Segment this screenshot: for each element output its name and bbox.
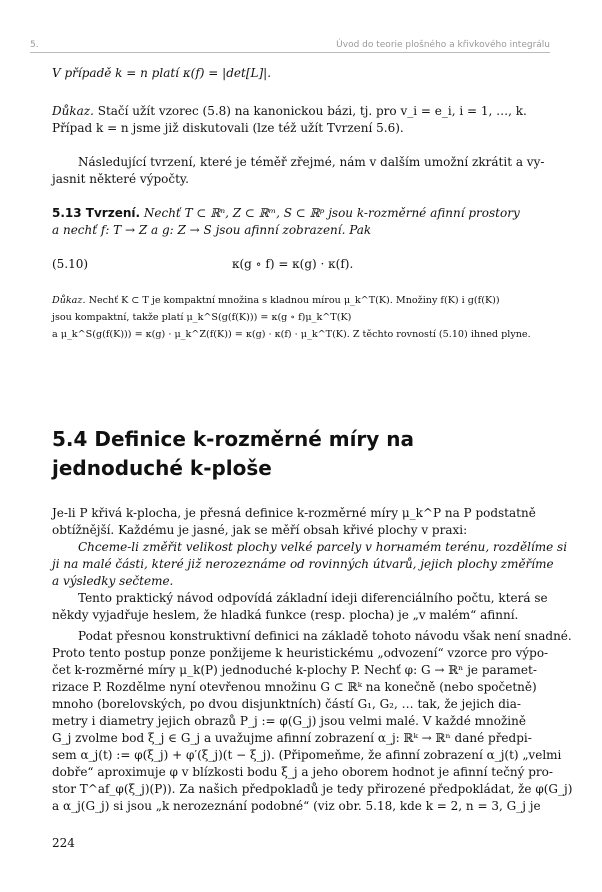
equation-5-10 <box>52 257 552 271</box>
theorem-line-2: a nechť f: T → Z a g: Z → S jsou afinní zobrazení. Pak <box>52 223 372 237</box>
proof-small-line-1 <box>52 294 552 308</box>
quote-line: a výsledky sečteme. <box>52 574 174 588</box>
body-line: obtížnější. Každému je jasné, jak se měří obsah křivé plochy v praxi: <box>52 523 468 537</box>
proof-text: Stačí užít vzorec (5.8) na kanonickou bázi, tj. pro v_i = e_i, i = 1, …, k. <box>93 104 527 118</box>
page-number: 224 <box>52 836 75 850</box>
running-head-number: 5. <box>30 40 39 50</box>
body-line: mnoho (borelovských, po dvou disjunktních) částí G₁, G₂, … tak, že jejich dia- <box>52 697 521 711</box>
proof-small-line-2: jsou kompaktní, takže platí μ_k^S(g(f(K))) = κ(g ∘ f)μ_k^T(K) <box>52 312 352 323</box>
statement-line: V případě k = n platí κ(f) = |det[L]|. <box>52 66 272 80</box>
proof-small-line-3: a μ_k^S(g(f(K))) = κ(g) · μ_k^Z(f(K)) = κ(g) · κ(f) · μ_k^T(K). Z těchto rovností (5.10) ihned plyne. <box>52 329 531 340</box>
body-line: metry i diametry jejich obrazů P_j := φ(G_j) jsou velmi malé. V každé množině <box>52 714 526 728</box>
body-line: čet k-rozměrné míry μ_k(P) jednoduché k-plochy P. Nechť φ: G → ℝⁿ je paramet- <box>52 663 537 677</box>
proof-small-text: Nechť K ⊂ T je kompaktní množina s kladnou mírou μ_k^T(K). Množiny f(K) i g(f(K)) <box>85 295 500 306</box>
body-line: Proto tento postup ponze ponžijeme k heuristickému „odvození“ vzorce pro výpo- <box>52 646 549 660</box>
quote-line: Chceme-li změřit velikost plochy velké parcely v horнатém terénu, rozdělíme si <box>78 540 568 554</box>
body-line: někdy vyjadřuje heslem, že hladká funkce (resp. plocha) je „v malém“ afinní. <box>52 608 519 622</box>
running-head <box>30 40 550 53</box>
paragraph-line: jasnit některé výpočty. <box>52 172 189 186</box>
body-line: G_j zvolme bod ξ_j ∈ G_j a uvažujme afinní zobrazení α_j: ℝᵏ → ℝⁿ dané předpi- <box>52 731 532 745</box>
equation-body: κ(g ∘ f) = κ(g) · κ(f). <box>232 257 354 271</box>
proof-label: Důkaz. <box>52 104 94 118</box>
section-heading-line-2: jednoduché k-ploše <box>52 456 272 480</box>
running-head-title: Úvod do teorie plošného a křivkového integrálu <box>336 40 550 50</box>
body-line: stor T^af_φ(ξ_j)(P)). Za našich předpokladů je tedy přirozené předpokládat, že φ(G_j) <box>52 782 573 796</box>
body-line: sem α_j(t) := φ(ξ_j) + φ′(ξ_j)(t − ξ_j). (Připomeňme, že afinní zobrazení α_j(t) „velmi <box>52 748 562 762</box>
body-line: Tento praktický návod odpovídá základní ideji diferenciálního počtu, která se <box>78 591 548 605</box>
proof-label: Důkaz. <box>52 295 86 306</box>
theorem-text: Nechť T ⊂ ℝⁿ, Z ⊂ ℝᵐ, S ⊂ ℝᵖ jsou k-rozměrné afinní prostory <box>140 206 520 220</box>
proof-line-1 <box>52 104 552 118</box>
proof-line-2: Případ k = n jsme již diskutovali (lze též užít Tvrzení 5.6). <box>52 121 404 135</box>
equation-number: (5.10) <box>52 257 89 271</box>
body-line: rizace P. Rozdělme nyní otevřenou množinu G ⊂ ℝᵏ na konečně (nebo spočetně) <box>52 680 537 694</box>
body-line: a α_j(G_j) si jsou „k nerozeznání podobné“ (viz obr. 5.18, kde k = 2, n = 3, G_j je <box>52 799 541 813</box>
body-line: Podat přesnou konstruktivní definici na základě tohoto návodu však není snadné. <box>78 629 572 643</box>
section-heading-line-1: 5.4 Definice k-rozměrné míry na <box>52 427 415 451</box>
paragraph-line: Následující tvrzení, které je téměř zřejmé, nám v dalším umožní zkrátit a vy- <box>78 155 545 169</box>
body-line: Je-li P křivá k-plocha, je přesná definice k-rozměrné míry μ_k^P na P podstatně <box>52 506 536 520</box>
theorem-label: 5.13 Tvrzení. <box>52 206 141 220</box>
theorem-line-1 <box>52 206 552 220</box>
quote-line: ji na malé části, které již nerozeznáme od rovinných útvarů, jejich plochy změříme <box>52 557 554 571</box>
body-line: dobře“ aproximuje φ v blízkosti bodu ξ_j a jeho oborem hodnot je afinní tečný pro- <box>52 765 553 779</box>
